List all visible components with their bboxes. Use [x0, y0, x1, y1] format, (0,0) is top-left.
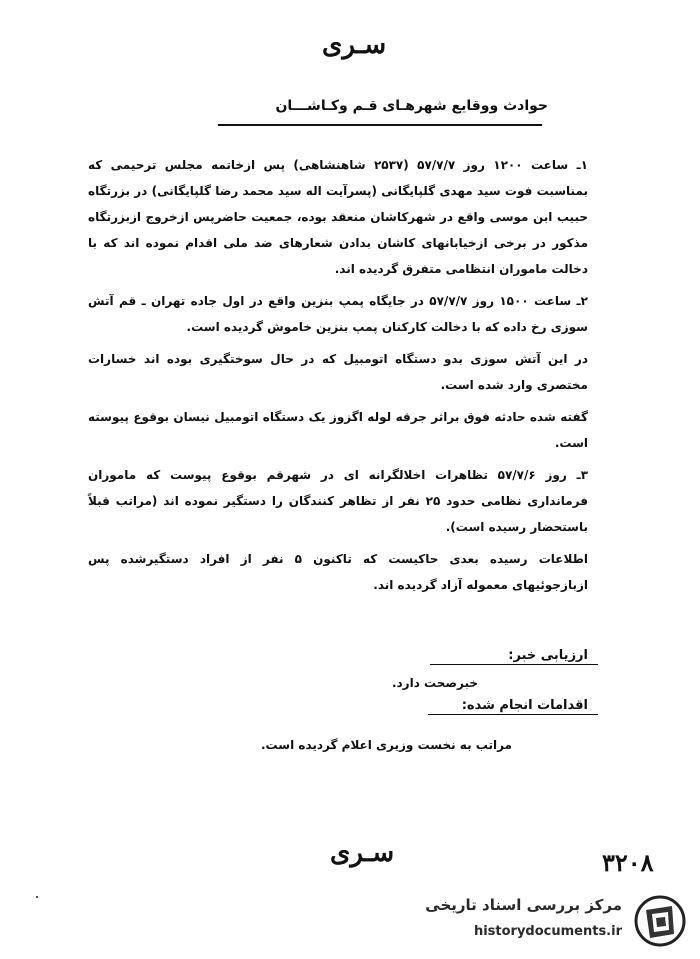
paragraph-fire-cause: گفته شده حادثه فوق براثر جرقه لوله اگزوز یک دستگاه اتومبیل نیسان بوقوع پیوسته است.: [88, 410, 588, 450]
document-body: [88, 152, 588, 604]
speck: [36, 896, 38, 898]
title-underline: [218, 124, 542, 126]
watermark-title: مرکز بررسی اسناد تاریخی: [425, 896, 622, 914]
archive-logo-icon: [632, 894, 688, 948]
section-evaluation-underline: [430, 664, 598, 665]
watermark: [416, 890, 692, 952]
section-actions-text: مراتب به نخست وزیری اعلام گردیده است.: [261, 738, 512, 752]
paragraph-item-3: ۳ـ روز ۵۷/۷/۶ تظاهرات اخلالگرانه ای در شهرقم بوقوع پیوست که ماموران فرمانداری نظامی حدود ۲۵ نفر از تظاهر کنندگان را دستگیر نموده اند (مراتب قبلاً باستحضار رسیده است).: [88, 468, 589, 534]
paragraph-item-2: ۲ـ ساعت ۱۵۰۰ روز ۵۷/۷/۷ در جایگاه پمپ بنزین واقع در اول جاده تهران ـ قم آتش سوزی رخ داده که با دخالت کارکنان پمپ بنزین خاموش گردیده است.: [88, 294, 588, 334]
document-title: حوادث ووقایع شهرهـای قـم وکـاشـــان: [275, 98, 548, 114]
paragraph-item-1: ۱ـ ساعت ۱۲۰۰ روز ۵۷/۷/۷ (۲۵۳۷ شاهنشاهی) پس ازخاتمه مجلس ترحیمی که بمناسبت فوت سید مهدی گلپایگانی (پسرآیت اله سید محمد رضا گلپایگانی) در بزرتگاه حبیب ابن موسی واقع در شهرکاشان منعقد بوده، جمعیت حاضرپس ازخروج ازبزرتگاه مذکور در برخی ازخیابانهای کاشان بدادن شعارهای ضد ملی اقدام نموده اند که با دخالت ماموران انتظامی متفرق گردیده اند.: [88, 158, 588, 276]
section-actions-underline: [428, 714, 598, 715]
classification-bottom: سـری: [330, 838, 395, 868]
watermark-url: historydocuments.ir: [473, 924, 622, 939]
paragraph-release: اطلاعات رسیده بعدی حاکیست که تاکنون ۵ نفر از افراد دستگیرشده پس ازبازجوئیهای معموله آزاد گردیده اند.: [88, 552, 588, 592]
section-actions-heading: اقدامات انجام شده:: [461, 698, 588, 713]
section-evaluation-heading: ارزیابی خبر:: [508, 648, 588, 663]
classification-top: سـری: [322, 30, 387, 60]
section-evaluation-text: خبرصحت دارد.: [391, 676, 478, 690]
paragraph-fire-damage: در این آتش سوزی بدو دستگاه اتومبیل که در حال سوختگیری بوده اند خسارات مختصری وارد شده است.: [88, 352, 588, 392]
page-number: ۳۲۰۸: [602, 848, 654, 877]
